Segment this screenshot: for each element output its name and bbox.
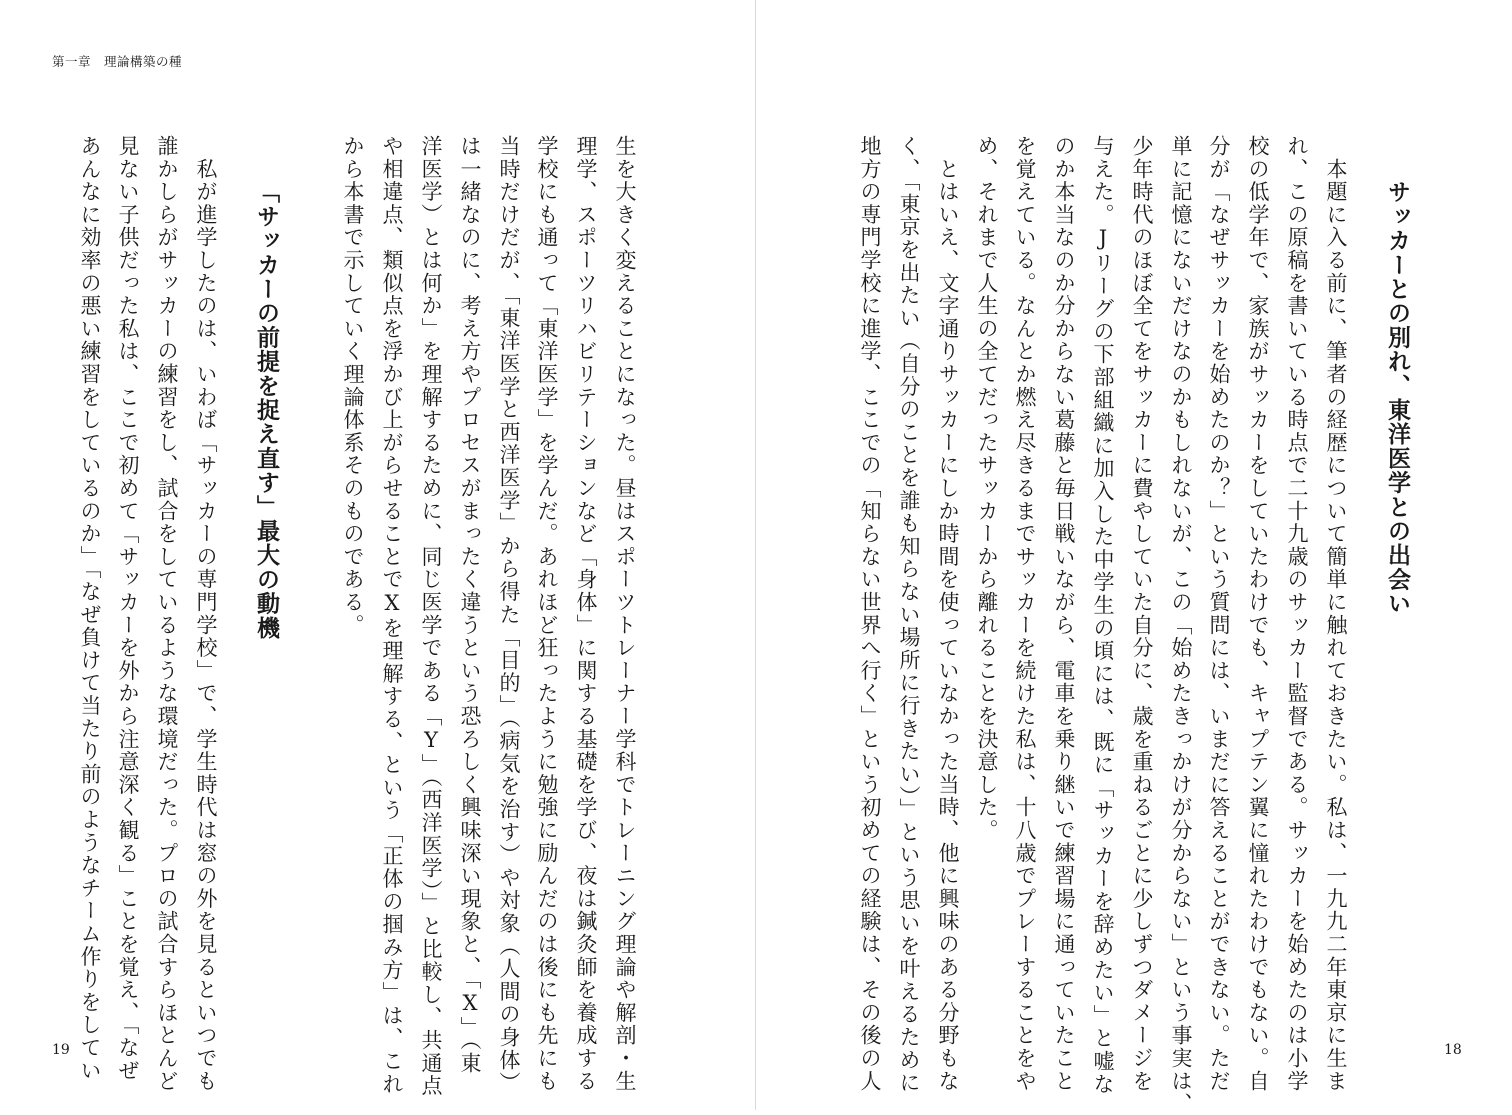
- text-column: 理学、スポーツリハビリテーションなど「身体」に関する基礎を学び、夜は鍼灸師を養成する: [574, 135, 598, 1093]
- text-column: 学校にも通って「東洋医学」を学んだ。あれほど狂ったように勉強に励んだのは後にも先にも: [535, 135, 559, 1093]
- text-column: から本書で示していく理論体系そのものである。: [341, 135, 365, 637]
- text-column: 洋医学）とは何か」を理解するために、同じ医学である「Y」（西洋医学）」と比較し、共通点: [419, 135, 443, 1098]
- text-column: とはいえ、文字通りサッカーにしか時間を使っていなかった当時、他に興味のある分野もな: [936, 135, 960, 1093]
- section-heading: 「サッカーの前提を捉え直す」最大の動機: [253, 180, 279, 640]
- text-column: 誰かしらがサッカーの練習をし、試合をしているような環境だった。プロの試合すらほとんど: [155, 135, 179, 1093]
- text-column: れ、この原稿を書いている時点で二十九歳のサッカー監督である。サッカーを始めたのは小学: [1285, 135, 1309, 1093]
- text-column: 本題に入る前に、筆者の経歴について簡単に触れておきたい。私は、一九九二年東京に生ま: [1324, 135, 1348, 1093]
- text-column: 地方の専門学校に進学、ここでの「知らない世界へ行く」という初めての経験は、その後の人: [858, 135, 882, 1093]
- page-number: 18: [1444, 1042, 1462, 1058]
- text-column: を覚えている。なんとか燃え尽きるまでサッカーを続けた私は、十八歳でプレーすることをや: [1013, 135, 1037, 1093]
- text-column: 単に記憶にないだけなのかもしれないが、この「始めたきっかけが分からない」という事実は、: [1169, 135, 1193, 1115]
- left-page: [0, 0, 756, 1110]
- text-column: 見ない子供だった私は、ここで初めて「サッカーを外から注意深く観る」ことを覚え、「なぜ: [116, 135, 140, 1083]
- section-heading: サッカーとの別れ、東洋医学との出会い: [1384, 180, 1410, 616]
- text-column: は一緒なのに、考え方やプロセスがまったく違うという恐ろしく興味深い現象と、「X」（東: [458, 135, 482, 1075]
- text-column: 当時だけだが、「東洋医学と西洋医学」から得た「目的」（病気を治す）や対象（人間の身体）: [497, 135, 521, 1095]
- text-column: 生を大きく変えることになった。昼はスポーツトレーナー学科でトレーニング理論や解剖・生: [613, 135, 637, 1093]
- text-column: 分が「なぜサッカーを始めたのか？」という質問には、いまだに答えることができない。ただ: [1207, 135, 1231, 1093]
- text-column: 校の低学年で、家族がサッカーをしていたわけでも、キャプテン翼に憧れたわけでもない。自: [1246, 135, 1270, 1093]
- running-head: 第一章 理論構築の種: [52, 54, 183, 69]
- text-column: のか本当なのか分からない葛藤と毎日戦いながら、電車を乗り継いで練習場に通っていたこと: [1052, 135, 1076, 1093]
- text-column: 与えた。Jリーグの下部組織に加入した中学生の頃には、既に「サッカーを辞めたい」と嘘な: [1091, 135, 1115, 1096]
- text-column: や相違点、類似点を浮かび上がらせることでXを理解する、という「正体の掴み方」は、これ: [380, 135, 404, 1096]
- text-column: く、「東京を出たい（自分のことを誰も知らない場所に行きたい）」という思いを叶えるために: [897, 135, 921, 1095]
- text-column: あんなに効率の悪い練習をしているのか」「なぜ負けて当たり前のようなチーム作りをしてい: [78, 135, 102, 1083]
- page-number: 19: [52, 1042, 70, 1058]
- text-column: 少年時代のほぼ全てをサッカーに費やしていた自分に、歳を重ねるごとに少しずつダメージを: [1130, 135, 1154, 1093]
- text-column: 私が進学したのは、いわば「サッカーの専門学校」で、学生時代は窓の外を見るといつでも: [194, 135, 218, 1093]
- text-column: め、それまで人生の全てだったサッカーから離れることを決意した。: [975, 135, 999, 842]
